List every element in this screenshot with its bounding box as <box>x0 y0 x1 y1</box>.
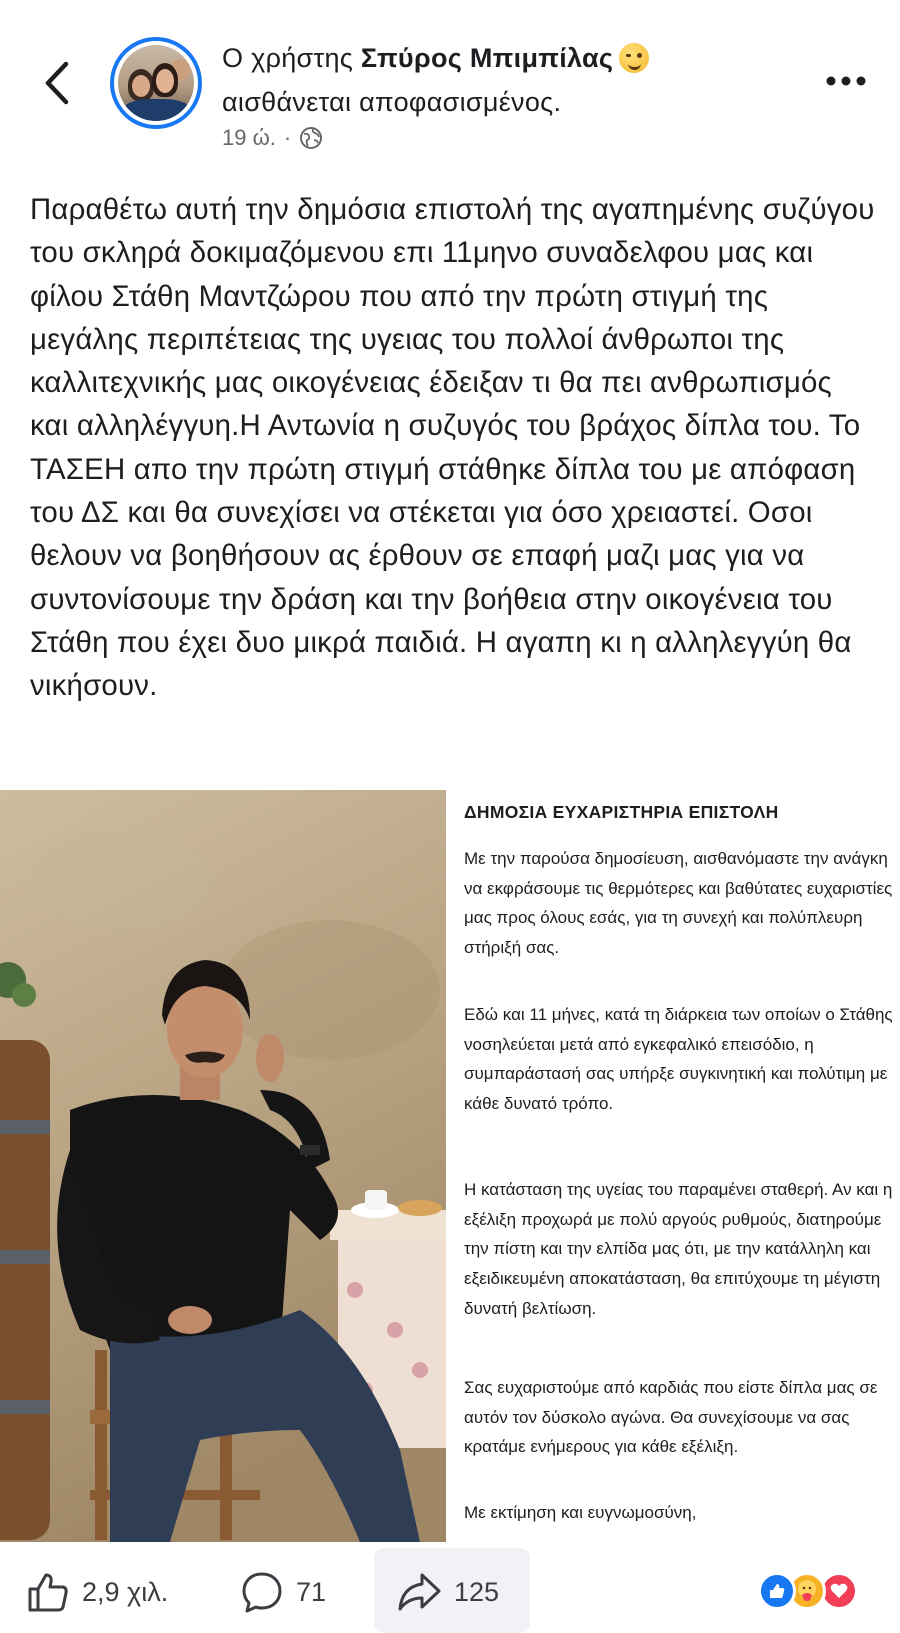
avatar-photo <box>118 45 194 121</box>
share-button[interactable] <box>396 1570 499 1614</box>
post-photo[interactable] <box>0 790 446 1542</box>
photo-illustration <box>0 790 446 1542</box>
like-count: 2,9 χιλ. <box>82 1576 169 1607</box>
letter-paragraph-5: Με εκτίμηση και ευγνωμοσύνη, <box>464 1503 697 1522</box>
feeling-emoji-icon <box>619 43 649 73</box>
share-arrow-icon <box>396 1570 442 1614</box>
comment-button[interactable] <box>240 1570 326 1614</box>
avatar[interactable] <box>110 37 202 129</box>
letter-paragraph-3: Η κατάσταση της υγείας του παραμένει σταθερή. Αν και η εξέλιξη προχωρά με πολύ αργούς ρυθμούς, διατηρούμε την πίστη και την ελπίδα μας ότι, με την κατάλληλη και εξειδικευμένη αποκατάσταση, θα επιτύχουμε τη μέγιστη δυνατή βελτίωση. <box>464 1180 893 1318</box>
author-name[interactable]: Σπύρος Μπιμπίλας <box>360 43 614 73</box>
post-actions <box>0 1548 900 1633</box>
like-button[interactable] <box>26 1570 168 1614</box>
post-meta <box>222 125 323 151</box>
more-icon[interactable] <box>824 72 868 90</box>
back-chevron-icon[interactable] <box>38 58 74 108</box>
letter-paragraph-2: Εδώ και 11 μήνες, κατά τη διάρκεια των οποίων ο Στάθης νοσηλεύεται μετά από εγκεφαλικό επεισόδιο, η συμπαράστασή σας υπήρξε συγκινητική και πολύτιμη με κάθε δυνατό τρόπο. <box>464 1005 893 1114</box>
post-header <box>0 0 900 170</box>
globe-icon <box>299 126 323 150</box>
reactions-summary[interactable] <box>758 1572 876 1612</box>
letter-title: ΔΗΜΟΣΙΑ ΕΥΧΑΡΙΣΤΗΡΙΑ ΕΠΙΣΤΟΛΗ <box>464 802 779 822</box>
post-media[interactable] <box>0 790 900 1542</box>
thumbs-up-icon <box>26 1570 70 1614</box>
meta-separator: · <box>283 125 292 150</box>
comment-count: 71 <box>296 1576 327 1607</box>
feeling-status: αισθάνεται αποφασισμένος. <box>222 87 562 117</box>
comment-icon <box>240 1570 284 1614</box>
letter-paragraph-4: Σας ευχαριστούμε από καρδιάς που είστε δίπλα μας σε αυτόν τον δύσκολο αγώνα. Θα συνεχίσουμε να σας κρατάμε ενήμερους για κάθε εξέλιξη. <box>464 1378 878 1457</box>
post-body: Παραθέτω αυτή την δημόσια επιστολή της αγαπημένης συζύγου του σκληρά δοκιμαζόμενου επι 11μηνο συναδελφου μας και φίλου Στάθη Μαντζώρου που από την πρώτη στιγμή της μεγάλης περιπέτειας της υγειας του πολλοί άνθρωποι της καλλιτεχνικής μας οικογένειας έδειξαν τι θα πει ανθρωπισμός και αλληλέγγυη.Η Αντωνία η συζυγός του βράχος δίπλα του. Το ΤΑΣΕΗ απο την πρώτη στιγμή στάθηκε δίπλα του με απόφαση του ΔΣ και θα συνεχίσει να στέκεται για όσο χρειαστεί. Οσοι θελουν να βοηθήσουν ας έρθουν σε επαφή μαζι μας για να συντονίσουμε την δράση και την βοήθεια στην οικογένεια του Στάθη που έχει δυο μικρά παιδιά. Η αγαπη κι η αλληλεγγύη θα νικήσουν. <box>30 193 875 703</box>
post-time[interactable]: 19 ώ. <box>222 125 276 150</box>
like-reaction-icon <box>758 1572 796 1610</box>
post-title <box>222 40 649 76</box>
letter-image <box>446 790 900 1542</box>
title-prefix: Ο χρήστης <box>222 43 354 73</box>
letter-paragraph-1: Με την παρούσα δημοσίευση, αισθανόμαστε την ανάγκη να εκφράσουμε τις θερμότερες και βαθύτατες ευχαριστίες μας προς όλους εσάς, για τη συνεχή και πολύπλευρη στήριξή σας. <box>464 849 893 958</box>
share-count: 125 <box>454 1576 500 1607</box>
